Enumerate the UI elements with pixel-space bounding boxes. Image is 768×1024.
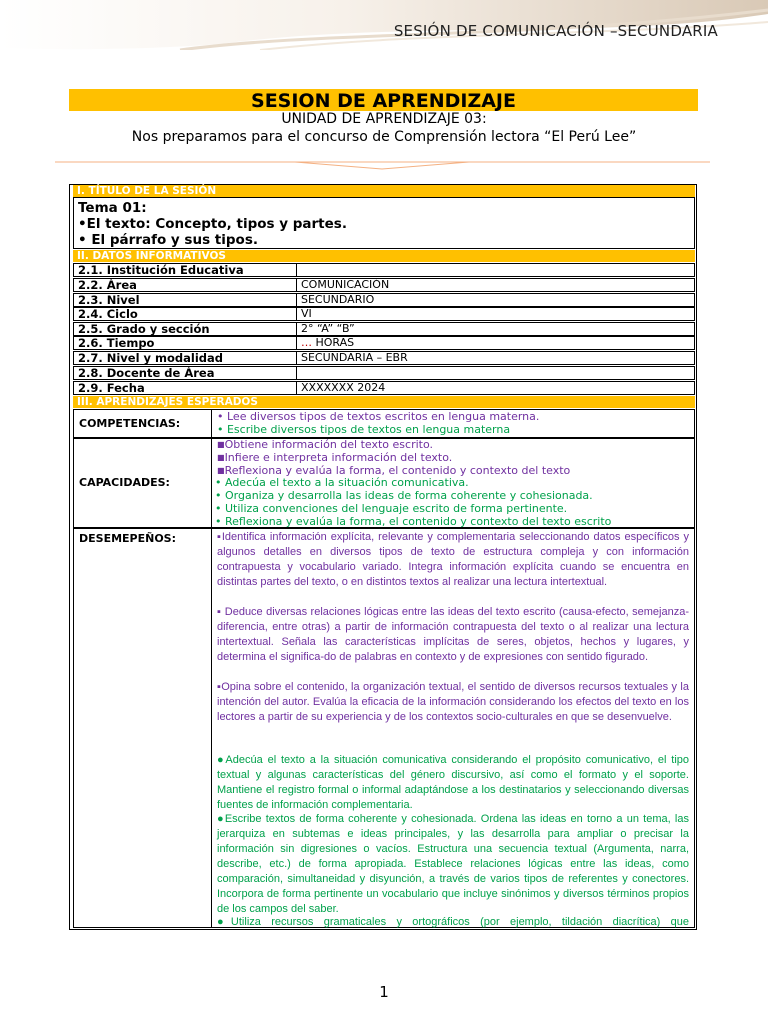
info-value: VI: [297, 307, 695, 321]
document-title: SESION DE APRENDIZAJE: [251, 90, 516, 112]
unit-label: UNIDAD DE APRENDIZAJE 03:: [281, 111, 487, 127]
info-label: 2.8. Docente de Área: [73, 366, 297, 380]
info-value: SECUNDARIO: [297, 293, 695, 307]
capacidades-label: CAPACIDADES:: [73, 438, 212, 528]
info-value: [297, 366, 695, 380]
tema-number: Tema 01:: [78, 200, 147, 216]
info-value-tiempo: [297, 336, 695, 350]
info-label: 2.2. Área: [73, 278, 297, 292]
info-label: 2.4. Ciclo: [73, 307, 297, 321]
competencia-item: • Escribe diversos tipos de textos en lengua materna: [217, 423, 511, 436]
info-label: 2.3. Nivel: [73, 293, 297, 307]
capacidad-item: • Organiza y desarrolla las ideas de forma coherente y cohesionada.: [215, 489, 593, 502]
desempenos-label: DESEMEPEÑOS:: [73, 528, 212, 928]
capacidad-item: ■Reflexiona y evalúa la forma, el contenido y contexto del texto: [217, 464, 571, 477]
desempeno-escritura: ●Adecúa el texto a la situación comunicativa considerando el propósito comunicativo, el tipo textual y algunas características del género discursivo, así como el formato y el soporte. Mantiene el registro formal o informal adaptándose a los destinatarios y seleccionando diversas fuentes de información complementaria.: [217, 754, 689, 811]
section-titulo-header: I. TÍTULO DE LA SESIÓN: [73, 185, 695, 197]
desempeno-lectura: ▪ Deduce diversas relaciones lógicas entre las ideas del texto escrito (causa-efecto, semejanza-diferencia, entre otras) a partir de información contrapuesta del texto o al realizar una lectura intertextual. Señala las características implícitas de seres, objetos, hechos y lugares, y determina el significa-do de palabras en contexto y de expresiones con sentido figurado.: [217, 606, 689, 663]
capacidad-item: • Reflexiona y evalúa la forma, el contenido y contexto del texto escrito: [215, 515, 612, 528]
tiempo-unit: HORAS: [312, 336, 355, 349]
page-number: 1: [379, 983, 389, 1001]
tema-item: •El texto: Concepto, tipos y partes.: [78, 216, 347, 232]
info-value: SECUNDARIA – EBR: [297, 351, 695, 365]
desempeno-escritura: ●Escribe textos de forma coherente y cohesionada. Ordena las ideas en torno a un tema, las jerarquiza en subtemas e ideas principales, y las desarrolla para ampliar o precisar la información sin digresiones o vacíos. Estructura una secuencia textual (Argumenta, narra, describe, etc.) de forma apropiada. Establece relaciones lógicas entre las ideas, como comparación, simultaneidad y disyunción, a través de varios tipos de referentes y conectores. Incorpora de forma pertinente un vocabulario que incluye sinónimos y diversos términos propios de los campos del saber.: [217, 813, 689, 915]
desempeno-lectura: ▪Identifica información explícita, relevante y complementaria seleccionando datos específicos y algunos detalles en diversos tipos de texto de estructura compleja y con información contrapuesta y vocabulario variado. Integra información explícita cuando se encuentra en distintas partes del texto, o en distintos textos al realizar una lectura intertextual.: [217, 531, 689, 588]
capacidad-text: Obtiene información del texto escrito.: [224, 438, 434, 451]
info-value: COMUNICACIÓN: [297, 278, 695, 292]
info-value: 2° “A” “B”: [297, 322, 695, 336]
capacidad-text: Reflexiona y evalúa la forma, el contenido y contexto del texto: [224, 464, 571, 477]
desempeno-lectura: ▪Opina sobre el contenido, la organización textual, el sentido de diversos recursos textuales y la intención del autor. Evalúa la eficacia de la información considerando los efectos del texto en los lectores a partir de su experiencia y de los contextos socio-culturales en que se desenvuelve.: [217, 681, 689, 723]
info-label: 2.5. Grado y sección: [73, 322, 297, 336]
info-label: 2.7. Nivel y modalidad: [73, 351, 297, 365]
decorative-divider: [55, 160, 710, 172]
info-value: [297, 263, 695, 277]
section-aprendizajes-header: III. APRENDIZAJES ESPERADOS: [73, 396, 695, 408]
capacidad-item: ■Infiere e interpreta información del texto.: [217, 451, 453, 464]
header-band: [0, 0, 768, 50]
info-value: XXXXXXX 2024: [297, 381, 695, 395]
capacidad-item: • Utiliza convenciones del lenguaje escrito de forma pertinente.: [215, 502, 568, 515]
info-label: 2.6. Tiempo: [73, 336, 297, 350]
info-label: 2.1. Institución Educativa: [73, 263, 297, 277]
competencia-item: • Lee diversos tipos de textos escritos en lengua materna.: [217, 410, 540, 423]
tiempo-placeholder: …: [301, 336, 312, 349]
competencias-label: COMPETENCIAS:: [73, 409, 212, 438]
info-label: 2.9. Fecha: [73, 381, 297, 395]
tema-item: • El párrafo y sus tipos.: [78, 232, 258, 248]
capacidad-text: Infiere e interpreta información del texto.: [224, 451, 453, 464]
unit-subtitle: Nos preparamos para el concurso de Comprensión lectora “El Perú Lee”: [131, 129, 637, 145]
desempeno-escritura: ●Utiliza recursos gramaticales y ortográficos (por ejemplo, tildación diacrítica) que: [217, 916, 689, 928]
capacidad-item: • Adecúa el texto a la situación comunicativa.: [215, 476, 469, 489]
header-title: SESIÓN DE COMUNICACIÓN –SECUNDARIA: [393, 22, 718, 40]
capacidad-item: ■Obtiene información del texto escrito.: [217, 438, 434, 451]
section-datos-header: II. DATOS INFORMATIVOS: [73, 250, 695, 262]
